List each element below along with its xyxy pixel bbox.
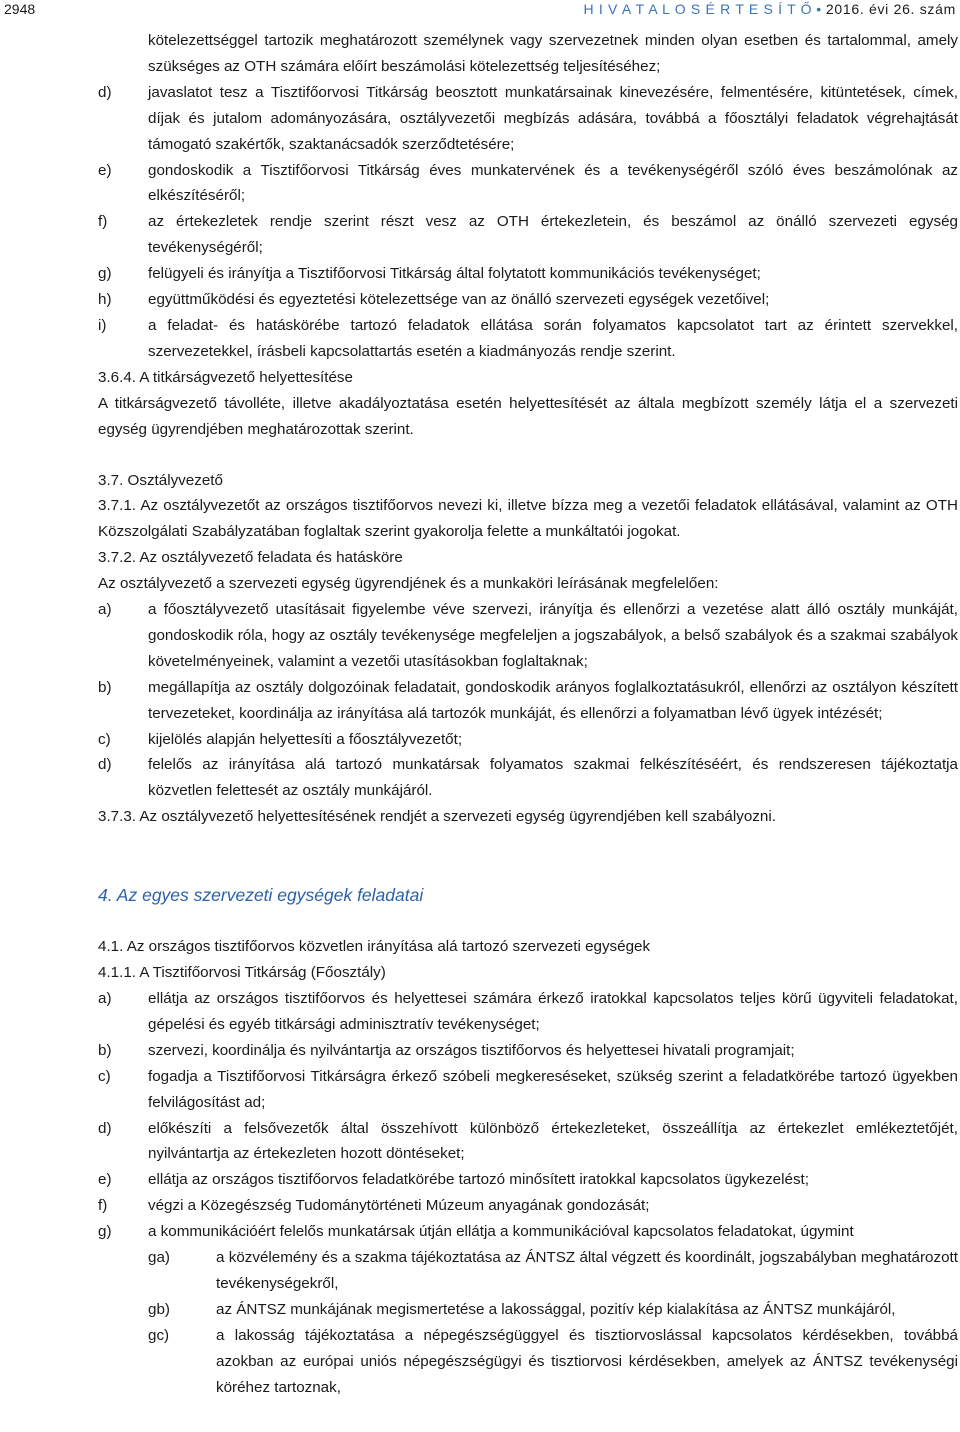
item-text: ellátja az országos tisztifőorvos feladatkörébe tartozó minősített iratokkal kapcsolatos ügykezelést;: [148, 1171, 809, 1189]
list-item: [98, 1064, 958, 1116]
item-text: a főosztályvezető utasításait figyelembe véve szervezi, irányítja és ellenőrzi a vezetése alatt álló osztály munkáját, gondoskodik róla, hogy az osztály tevékenysége megfeleljen a jogszabályok, a belső szabályok és a szakmai szabályok követelményeinek, valamint a vezetői utasításokban foglaltaknak;: [148, 601, 958, 670]
continuation-text: kötelezettséggel tartozik meghatározott személynek vagy szervezetnek minden olyan esetben és tartalommal, amely szükséges az OTH számára előírt beszámolási kötelezettség teljesítéséhez;: [148, 32, 958, 75]
list-item: [98, 752, 958, 804]
subitem-label: ga): [148, 1249, 170, 1267]
item-label: e): [98, 161, 112, 179]
section-heading-4-1-1: 4.1.1. A Tisztifőorvosi Titkárság (Főosztály): [98, 964, 386, 982]
item-label: d): [98, 83, 112, 101]
item-label: c): [98, 730, 111, 748]
item-label: c): [98, 1067, 111, 1085]
subitem-text: a közvélemény és a szakma tájékoztatása az ÁNTSZ által végzett és koordinált, jogszabályban meghatározott tevékenységekről,: [216, 1249, 958, 1292]
item-text: gondoskodik a Tisztifőorvosi Titkárság éves munkatervének és a tevékenységéről szóló éves beszámolónak az elkészítéséről;: [148, 161, 958, 205]
item-text: megállapítja az osztály dolgozóinak feladatait, gondoskodik arányos foglalkoztatásukról, ellenőrzi az osztályon készített tervezeteket, koordinálja az irányítása alá tartozók munkáját, és ellenőrzi a folyamatban lévő ügyek intézését;: [148, 678, 958, 722]
list-item: [98, 209, 958, 261]
subitem-label: gc): [148, 1326, 170, 1344]
item-text: javaslatot tesz a Tisztifőorvosi Titkárság beosztott munkatársainak kinevezésére, felmentésére, kitüntetések, címek, díjak és jutalom adományozására, osztályvezetői megbízás adására, továbbá a főosztályi feladatok végrehajtását támogató szakértők, szaktanácsadók szerződtetésére;: [148, 83, 958, 153]
list-item: [98, 986, 958, 1038]
item-text: felügyeli és irányítja a Tisztifőorvosi Titkárság által folytatott kommunikációs tevékenységet;: [148, 265, 761, 283]
subitem-text: a lakosság tájékoztatása a népegészségüggyel és tisztiorvoslással kapcsolatos kérdésekben, továbbá azokban az európai uniós népegészségügyi és tisztiorvosi kérdésekben, amelyek az ÁNTSZ tevékenységi köréhez tartoznak,: [216, 1326, 958, 1396]
page-number: 2948: [4, 1, 36, 17]
item-label: g): [98, 265, 112, 283]
sub-list-item: [148, 1323, 958, 1401]
item-text: a kommunikációért felelős munkatársak útján ellátja a kommunikációval kapcsolatos feladatokat, úgymint: [148, 1223, 854, 1241]
chapter-title-4: 4. Az egyes szervezeti egységek feladatai: [98, 885, 424, 906]
spacer: [98, 830, 958, 881]
item-label: a): [98, 990, 112, 1007]
sub-list-item: [148, 1297, 958, 1323]
continuation-paragraph: [148, 28, 958, 80]
item-label: d): [98, 1119, 112, 1137]
item-text: ellátja az országos tisztifőorvos és helyettesei számára érkező iratokkal kapcsolatos teljes körű ügyviteli feladatokat, gépelési és egyéb titkársági adminisztratív tevékenységet;: [148, 990, 958, 1033]
item-text: szervezi, koordinálja és nyilvántartja az országos tisztifőorvos és helyettesei hivatali programjait;: [148, 1041, 795, 1059]
section-heading-3-7-2: 3.7.2. Az osztályvezető feladata és hatásköre: [98, 549, 403, 567]
page-content: [98, 28, 958, 1401]
section-body-3-6-4: A titkárságvezető távolléte, illetve akadályoztatása esetén helyettesítését az általa megbízott személy látja el a szervezeti egység ügyrendjében meghatározottak szerint.: [98, 394, 958, 438]
subitem-text: az ÁNTSZ munkájának megismertetése a lakossággal, pozitív kép kialakítása az ÁNTSZ munkájáról,: [216, 1300, 896, 1318]
paragraph-3-7-3: 3.7.3. Az osztályvezető helyettesítésének rendjét a szervezeti egység ügyrendjében kell szabályozni.: [98, 808, 776, 826]
item-text: felelős az irányítása alá tartozó munkatársak folyamatos szakmai felkészítéséért, és rendszeresen tájékoztatja közvetlen felettesét az osztály munkájáról.: [148, 756, 958, 800]
list-item: [98, 261, 958, 287]
list-item: [98, 727, 958, 753]
spacer: [98, 909, 958, 934]
section-heading-3-6-4: 3.6.4. A titkárságvezető helyettesítése: [98, 368, 353, 386]
section-heading-4-1: 4.1. Az országos tisztifőorvos közvetlen irányítása alá tartozó szervezeti egységek: [98, 938, 651, 956]
item-text: együttműködési és egyeztetési kötelezettsége van az önálló szervezeti egységek vezetőivel;: [148, 291, 770, 309]
list-item: [98, 287, 958, 313]
list-3-6-3: [98, 80, 958, 365]
intro-3-7-2: Az osztályvezető a szervezeti egység ügyrendjének és a munkaköri leírásának megfelelően:: [98, 575, 719, 593]
subitem-label: gb): [148, 1300, 170, 1318]
item-label: f): [98, 1197, 108, 1215]
list-3-7-2: [98, 597, 958, 804]
list-item: [98, 80, 958, 158]
item-text: előkészíti a felsővezetők által összehívott különböző értekezleteket, összeállítja az értekezlet emlékeztetőjét, nyilvántartja az értekezleten hozott döntéseket;: [148, 1119, 958, 1163]
running-title: [583, 1, 956, 17]
sub-list-item: [148, 1245, 958, 1297]
item-text: kijelölés alapján helyettesíti a főosztályvezetőt;: [148, 730, 463, 748]
list-item: [98, 313, 958, 365]
list-item: [98, 597, 958, 675]
item-text: végzi a Közegészség Tudománytörténeti Múzeum anyagának gondozását;: [148, 1197, 650, 1215]
item-label: g): [98, 1223, 112, 1241]
issue-number: 2016. évi 26. szám: [825, 1, 956, 17]
item-label: i): [98, 316, 107, 334]
list-item: [98, 158, 958, 210]
item-text: a feladat- és hatáskörébe tartozó feladatok ellátása során folyamatos kapcsolatot tart az érintett szervekkel, szervezetekkel, írásbeli kapcsolattartás esetén a kiadmányozás rendje szerint.: [148, 316, 958, 360]
spacer: [98, 443, 958, 468]
paragraph-3-7-1: 3.7.1. Az osztályvezetőt az országos tisztifőorvos nevezi ki, illetve bízza meg a vezetői feladatok ellátásával, valamint az OTH Közszolgálati Szabályzatában foglaltak szerint gyakorolja felette a munkáltatói jogokat.: [98, 497, 958, 541]
section-heading-3-7: 3.7. Osztályvezető: [98, 471, 223, 489]
header-separator: •: [816, 1, 822, 17]
list-4-1-1: [98, 986, 958, 1401]
list-item: [98, 1116, 958, 1168]
list-item: [98, 1193, 958, 1219]
item-label: b): [98, 678, 112, 696]
item-label: e): [98, 1171, 112, 1189]
list-item: [98, 1167, 958, 1193]
list-item: [98, 675, 958, 727]
item-label: f): [98, 213, 108, 231]
item-text: fogadja a Tisztifőorvosi Titkárságra érkező szóbeli megkereséseket, szükség szerint a feladatkörébe tartozó ügyekben felvilágosítást ad;: [148, 1067, 958, 1111]
publication-name: H I V A T A L O S É R T E S Í T Ő: [583, 1, 813, 17]
page-header: [0, 1, 960, 23]
list-item: [98, 1219, 958, 1245]
item-text: az értekezletek rendje szerint részt vesz az OTH értekezletein, és beszámol az önálló szervezeti egység tevékenységéről;: [148, 213, 958, 257]
list-item: [98, 1038, 958, 1064]
item-label: d): [98, 756, 112, 774]
item-label: b): [98, 1041, 112, 1059]
item-label: a): [98, 601, 112, 619]
item-label: h): [98, 291, 112, 309]
